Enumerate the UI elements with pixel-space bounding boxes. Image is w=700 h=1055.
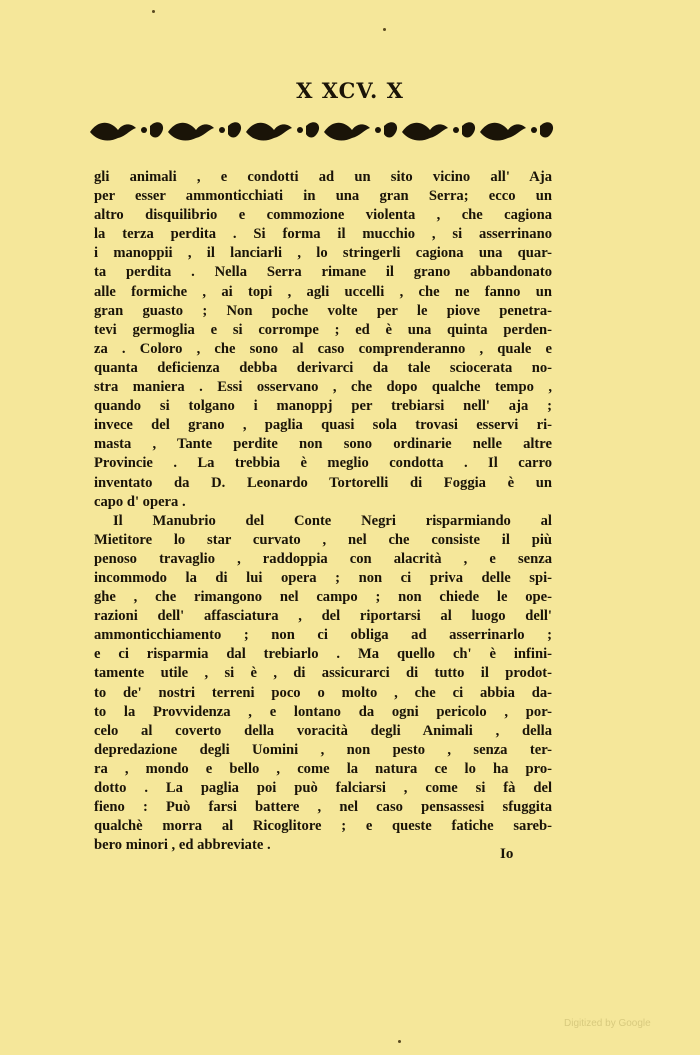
text-line: Provincie . La trebbia è meglio condotta . Il carro bbox=[94, 455, 552, 472]
text-line: celo al coverto della voracità degli Animali , della bbox=[94, 722, 552, 739]
text-line: dotto . La paglia poi può falciarsi , come si fà del bbox=[94, 780, 552, 796]
text-line: bero minori , ed abbreviate . bbox=[94, 837, 271, 854]
text-line: ghe , che rimangono nel campo ; non chiede le ope- bbox=[94, 589, 552, 606]
text-line: alle formiche , ai topi , agli uccelli , che ne fanno un bbox=[94, 283, 552, 300]
text-line: za . Coloro , che sono al caso comprenderanno , quale e bbox=[94, 340, 552, 357]
fleuron-ornament bbox=[402, 122, 475, 140]
body-text bbox=[94, 168, 552, 855]
text-line: tevi germoglia e si corrompe ; ed è una quinta perden- bbox=[94, 321, 552, 338]
text-line: invece del grano , paglia quasi sola trovasi esservi ri- bbox=[94, 417, 552, 434]
text-line: gli animali , e condotti ad un sito vicino all' Aja bbox=[94, 169, 552, 185]
text-line: capo d' opera . bbox=[94, 493, 186, 510]
text-line: fieno : Può farsi battere , nel caso pensassesi sfuggita bbox=[94, 799, 552, 816]
text-line: inventato da D. Leonardo Tortorelli di Foggia è un bbox=[94, 474, 552, 491]
paragraph-start-line: Il Manubrio del Conte Negri risparmiando al bbox=[113, 512, 552, 529]
fleuron-ornament bbox=[480, 122, 553, 140]
fleuron-ornament bbox=[246, 122, 319, 140]
text-line: qualchè morra al Ricoglitore ; e queste fatiche sareb- bbox=[94, 818, 552, 835]
text-line: ra , mondo e bello , come la natura ce lo ha pro- bbox=[94, 760, 552, 777]
text-line: stra maniera . Essi osservano , che dopo qualche tempo , bbox=[94, 379, 552, 396]
fleuron-ornament bbox=[168, 122, 241, 140]
text-line: ammonticchiamento ; non ci obliga ad asserrinarlo ; bbox=[94, 627, 552, 644]
text-line: incommodo la di lui opera ; non ci priva delle spi- bbox=[94, 569, 552, 586]
text-line: ta perdita . Nella Serra rimane il grano abbandonato bbox=[94, 264, 552, 281]
text-line: quando si tolgano i manoppj per trebiarsi nell' aja ; bbox=[94, 398, 552, 415]
catchword: Io bbox=[500, 846, 514, 862]
text-line: tamente utile , si è , di assicurarci di tutto il prodot- bbox=[94, 665, 552, 682]
text-line: e ci risparmia dal trebiarlo . Ma quello ch' è infini- bbox=[94, 646, 552, 663]
text-line: depredazione degli Uomini , non pesto , senza ter- bbox=[94, 741, 552, 758]
text-line: quanta deficienza debba derivarci da tale sciocerata no- bbox=[94, 359, 552, 376]
text-line: masta , Tante perdite non sono ordinarie nelle altre bbox=[94, 436, 552, 453]
text-line: la terza perdita . Si forma il mucchio , si asserrinano bbox=[94, 226, 552, 243]
text-line: gran guasto ; Non poche volte per le piove penetra- bbox=[94, 302, 552, 319]
digitization-watermark: Digitized by Google bbox=[564, 1018, 651, 1029]
paper-speck bbox=[398, 1040, 401, 1043]
fleuron-ornament bbox=[324, 122, 397, 140]
fleuron-ornament-band bbox=[88, 116, 554, 146]
fleuron-ornament bbox=[90, 122, 163, 140]
text-line: to de' nostri terreni poco o molto , che ci abbia da- bbox=[94, 684, 552, 701]
text-line: to la Provvidenza , e lontano da ogni pericolo , por- bbox=[94, 703, 552, 720]
text-line: altro disquilibrio e commozione violenta , che cagiona bbox=[94, 207, 552, 224]
text-line: Mietitore lo star curvato , nel che consiste il più bbox=[94, 531, 552, 548]
text-line: penoso travaglio , raddoppia con alacrità , e senza bbox=[94, 550, 552, 567]
paper-speck bbox=[152, 10, 155, 13]
text-line: per esser ammonticchiati in una gran Serra; ecco un bbox=[94, 188, 552, 205]
text-line: razioni dell' affasciatura , del riportarsi al luogo dell' bbox=[94, 608, 552, 625]
page-number: X XCV. X bbox=[296, 78, 404, 103]
text-line: i manoppii , il lanciarli , lo stringerli cagiona una quar- bbox=[94, 245, 552, 262]
paper-speck bbox=[383, 28, 386, 31]
